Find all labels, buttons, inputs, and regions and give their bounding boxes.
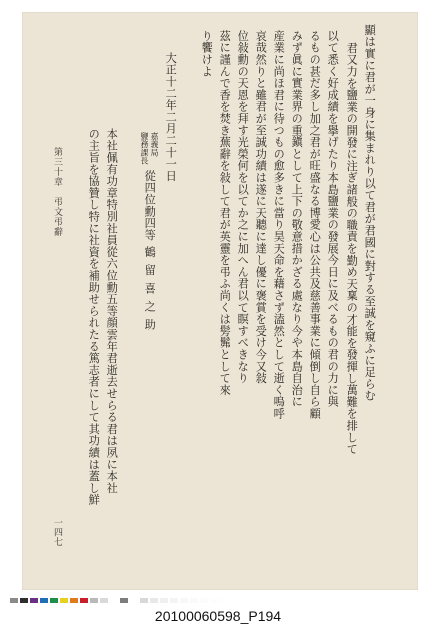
color-swatch (80, 598, 88, 603)
signature-affiliation-2: 鹽務課長 (140, 132, 149, 165)
color-swatch (190, 598, 198, 603)
color-swatch (220, 598, 228, 603)
signature-affiliation-1: 嘉義局 (150, 132, 159, 157)
text-column-11: 本社佩有功章特別社員從六位勳五等顔雲年君逝去せらる君は夙に本社 (105, 128, 119, 494)
color-swatch (40, 598, 48, 603)
color-swatch (30, 598, 38, 603)
color-swatch (60, 598, 68, 603)
signature-name: 鶴留喜之助 (143, 246, 157, 337)
color-swatch (140, 598, 148, 603)
scanned-document-page (22, 12, 418, 590)
text-column-10: り饗けよ (200, 30, 214, 78)
signature-rank: 從四位勳四等 (143, 170, 157, 241)
color-swatch (90, 598, 98, 603)
text-column-8: 位敍勳の天恩を拜す光榮何を以てか之に加へん君以て瞑すべきなり (236, 30, 250, 384)
date-line: 大正十二年二月二十一日 (164, 52, 178, 182)
page-number: 一四七 (52, 518, 62, 547)
color-swatch (160, 598, 168, 603)
color-swatch (110, 598, 118, 603)
color-swatch (50, 598, 58, 603)
text-column-9: 茲に謹んで香を焚き蕪辭を敍して君が英靈を弔ふ尚くは髣髴として來 (218, 30, 232, 396)
text-column-12: の主旨を協贊し特に社資を補助せられたる篤志者にして其功績は蓋し鮮 (87, 128, 101, 506)
color-swatch (200, 598, 208, 603)
text-column-5: みず眞に實業界の重鎭として上下の敬意措かざる處なり今や本島自治に (290, 30, 304, 408)
color-swatch (150, 598, 158, 603)
text-column-4: るもの甚だ多し加之君が旺盛なる博愛心は公共及慈善事業に傾倒し自ら顧 (308, 30, 322, 420)
text-column-3: 以て悉く好成績を擧げたり本島鹽業の發展今日に及べるもの君の力に與 (326, 30, 340, 408)
color-swatch (130, 598, 138, 603)
color-swatch (100, 598, 108, 603)
color-calibration-bar (10, 598, 426, 603)
color-swatch (180, 598, 188, 603)
color-swatch (70, 598, 78, 603)
text-column-7: 哀哉然りと雖君が至誠功績は遂に天聽に達し優に褒賞を受け今又敍 (254, 30, 268, 384)
color-swatch (170, 598, 178, 603)
text-column-2: 君又力を鹽業の開發に注ぎ諸般の職責を勤め天稟の才能を發揮し萬難を排して (345, 42, 359, 455)
color-swatch (10, 598, 18, 603)
color-swatch (210, 598, 218, 603)
text-column-1: 顯は實に君が一身に集まれり以て君が君國に對する至誠を窺ふに足らむ (363, 24, 377, 402)
text-column-6: 産業に尚ほ君に待つもの愈多きに當り昊天命を藉さず溘然として逝く嗚呼 (272, 30, 286, 420)
running-header: 第三十章 弔文弔辭 (52, 147, 62, 237)
color-swatch (120, 598, 128, 603)
color-swatch (20, 598, 28, 603)
image-caption: 20100060598_P194 (154, 608, 282, 624)
